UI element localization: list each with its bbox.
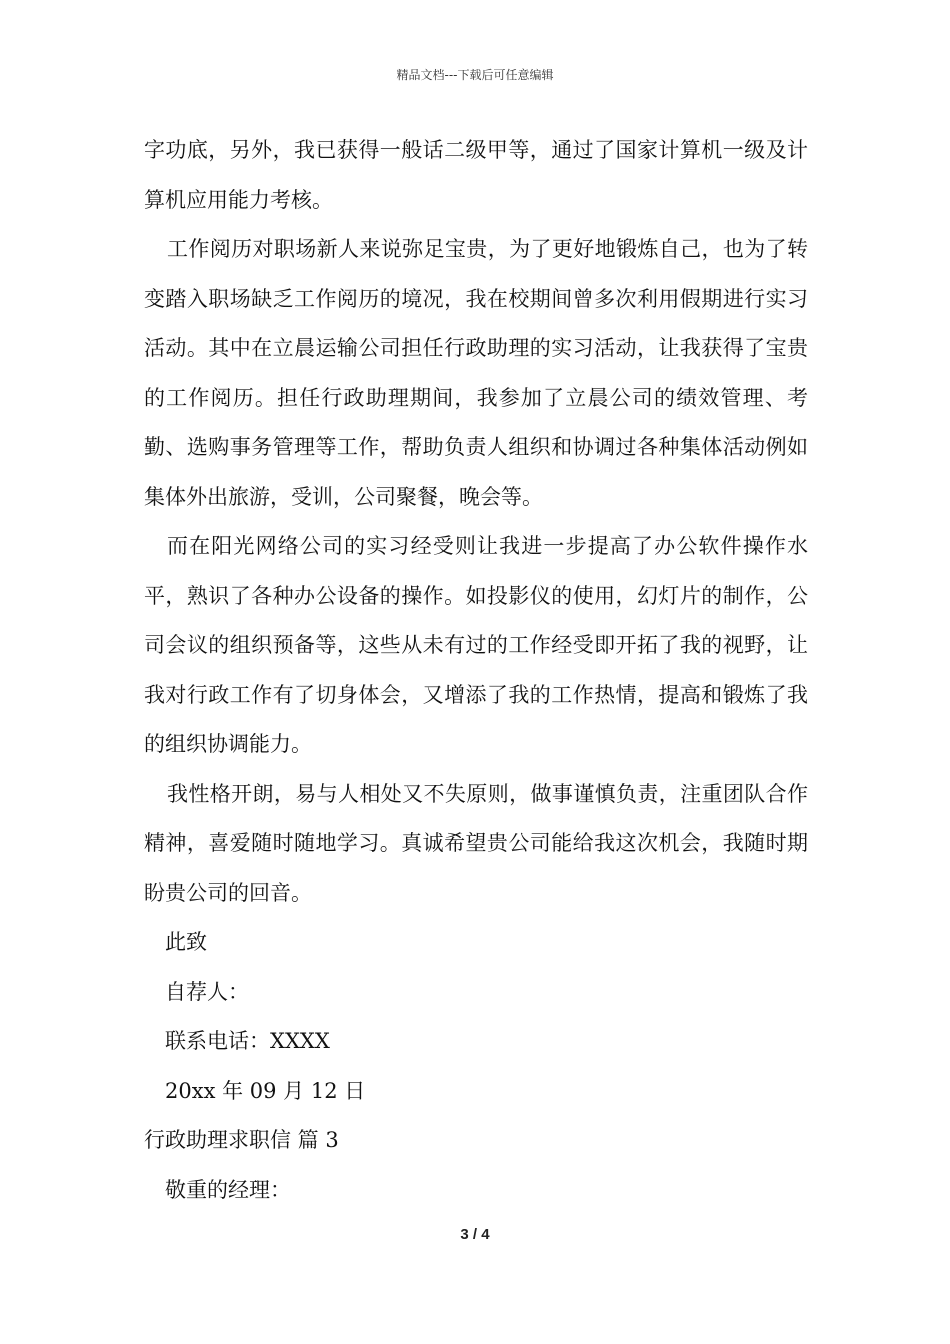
page-header: 精品文档---下载后可任意编辑 [396,68,554,82]
paragraph-internship-yangguang: 而在阳光网络公司的实习经受则让我进一步提高了办公软件操作水平，熟识了各种办公设备的操作。如投影仪的使用，幻灯片的制作，公司会议的组织预备等，这些从未有过的工作经受即开拓了我的视野，让我对行政工作有了切身体会，又增添了我的工作热情，提高和锻炼了我的组织协调能力。 [144,534,808,756]
letter-greeting: 敬重的经理： [165,1177,291,1202]
closing-date: 20xx 年 09 月 12 日 [165,1078,366,1103]
document-body [144,126,808,1215]
paragraph-personality: 我性格开朗，易与人相处又不失原则，做事谨慎负责，注重团队合作精神，喜爱随时随地学习。真诚希望贵公司能给我这次机会，我随时期盼贵公司的回音。 [144,781,808,905]
section-title: 行政助理求职信 篇 3 [144,1128,339,1152]
page-number: 3 / 4 [460,1226,490,1243]
closing-signer: 自荐人： [165,979,249,1004]
paragraph-internship-lichen: 工作阅历对职场新人来说弥足宝贵，为了更好地锻炼自己，也为了转变踏入职场缺乏工作阅历的境况，我在校期间曾多次利用假期进行实习活动。其中在立晨运输公司担任行政助理的实习活动，让我获得了宝贵的工作阅历。担任行政助理期间，我参加了立晨公司的绩效管理、考勤、选购事务管理等工作，帮助负责人组织和协调过各种集体活动例如集体外出旅游，受训，公司聚餐，晚会等。 [144,237,808,509]
paragraph-qualifications: 字功底，另外，我已获得一般话二级甲等，通过了国家计算机一级及计算机应用能力考核。 [144,138,808,212]
closing-phone: 联系电话：XXXX [165,1029,330,1053]
closing-salutation: 此致 [165,930,207,954]
